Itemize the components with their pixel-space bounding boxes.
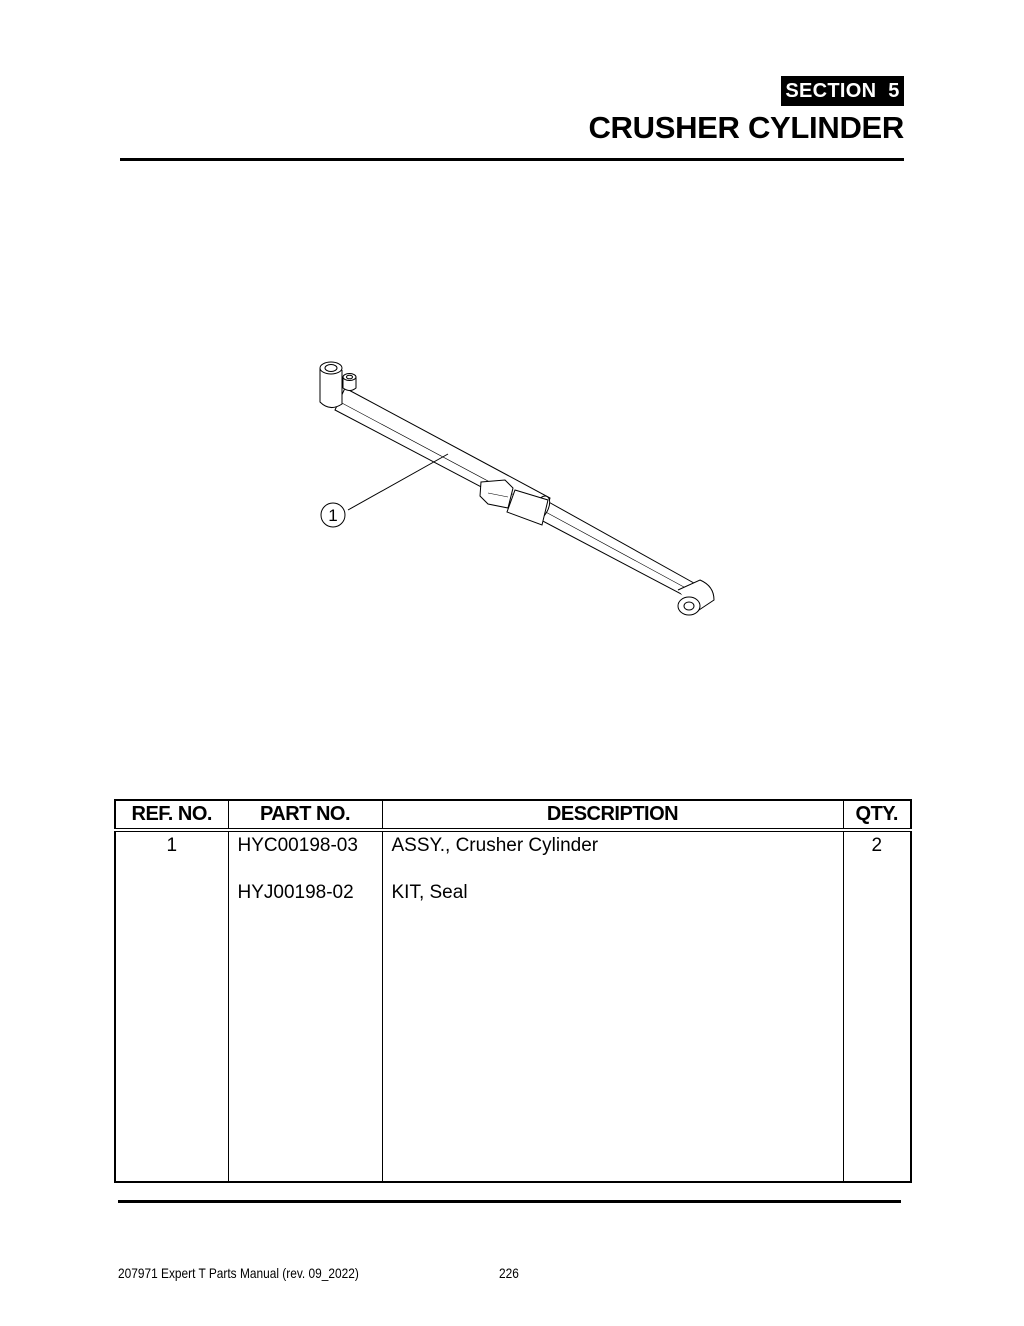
col-header-ref: REF. NO.	[115, 800, 228, 830]
part-cell	[228, 830, 382, 1182]
col-header-description: DESCRIPTION	[382, 800, 843, 830]
page-title: CRUSHER CYLINDER	[588, 110, 904, 145]
part-description: KIT, Seal	[391, 882, 468, 903]
col-header-part: PART NO.	[228, 800, 382, 830]
part-number: HYC00198-03	[237, 835, 358, 856]
qty-cell	[843, 830, 911, 1182]
ref-value: 1	[166, 835, 178, 856]
callout-1: 1	[328, 506, 338, 525]
footer-divider	[118, 1200, 901, 1203]
table-row	[115, 830, 911, 1182]
header-divider	[120, 158, 904, 161]
page-number: 226	[499, 1265, 519, 1281]
col-header-qty: QTY.	[843, 800, 911, 830]
ref-value	[116, 879, 228, 926]
parts-table	[114, 799, 912, 1183]
crusher-cylinder-illustration	[300, 350, 730, 630]
qty-value	[844, 879, 911, 926]
description-cell	[382, 830, 843, 1182]
part-description: ASSY., Crusher Cylinder	[391, 835, 599, 856]
section-badge: SECTION 5	[781, 76, 904, 106]
footer-manual-title: 207971 Expert T Parts Manual (rev. 09_2022)	[118, 1265, 359, 1281]
table-header-row	[115, 800, 911, 830]
part-number: HYJ00198-02	[237, 882, 354, 903]
ref-cell	[115, 830, 228, 1182]
qty-value: 2	[871, 835, 883, 856]
